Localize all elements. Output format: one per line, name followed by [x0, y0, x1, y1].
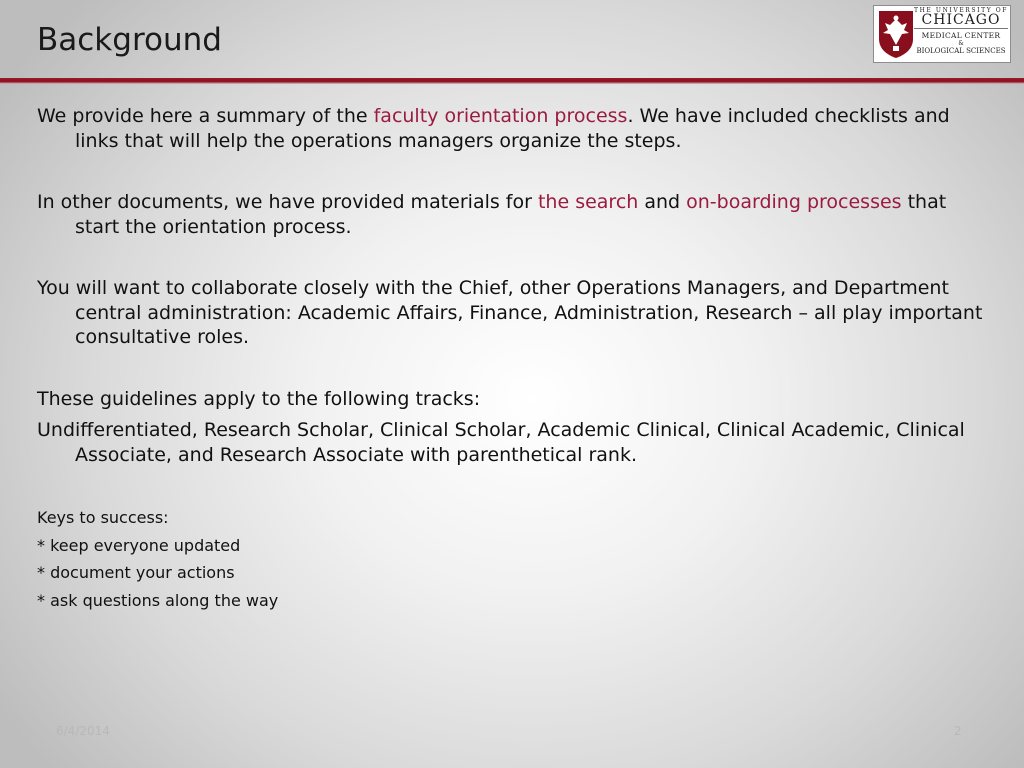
keys-to-success: [37, 504, 987, 614]
slide-body: [37, 104, 987, 614]
logo-medical-center-text: MEDICAL CENTER: [921, 31, 1001, 40]
phoenix-seal-icon: [877, 9, 915, 59]
paragraph-other-documents: [37, 190, 987, 239]
paragraph-tracks-list: Undifferentiated, Research Scholar, Clinical Scholar, Academic Clinical, Clinical Academic, Clinical Associate, and Research Associate with parenthetical rank.: [37, 419, 965, 466]
faculty-orientation-link[interactable]: faculty orientation process: [373, 105, 628, 127]
logo-chicago-text: CHICAGO: [914, 12, 1008, 29]
university-logo: [873, 5, 1011, 63]
title-divider: [0, 78, 1024, 84]
logo-ampersand-text: &: [958, 40, 964, 47]
onboarding-link[interactable]: on-boarding processes: [686, 191, 902, 213]
logo-biological-sciences-text: BIOLOGICAL SCIENCES: [916, 47, 1006, 55]
paragraph-tracks-intro: These guidelines apply to the following tracks:: [37, 387, 481, 410]
page-number: 2: [954, 724, 962, 738]
logo-university-text: THE UNIVERSITY OF: [914, 7, 1008, 14]
text-segment: and: [638, 191, 687, 213]
list-item: * keep everyone updated: [37, 535, 241, 555]
list-item: * ask questions along the way: [37, 590, 279, 610]
list-item: * document your actions: [37, 563, 235, 582]
paragraph-collaborate: You will want to collaborate closely with the Chief, other Operations Managers, and Department central administration: Academic Affairs, Finance, Administration, Research – all play important consultative roles.: [37, 277, 983, 348]
text-segment: We provide here a summary of the: [37, 105, 374, 127]
search-link[interactable]: the search: [537, 191, 639, 213]
text-segment: . We have included checklists and links that will help the operations managers organize the steps.: [75, 105, 950, 152]
paragraph-summary: [37, 104, 987, 153]
text-segment: that start the orientation process.: [75, 191, 947, 238]
text-segment: In other documents, we have provided materials for: [37, 191, 538, 213]
footer-date: 6/4/2014: [56, 724, 110, 738]
keys-heading: Keys to success:: [37, 508, 169, 527]
slide-title: Background: [37, 22, 222, 58]
